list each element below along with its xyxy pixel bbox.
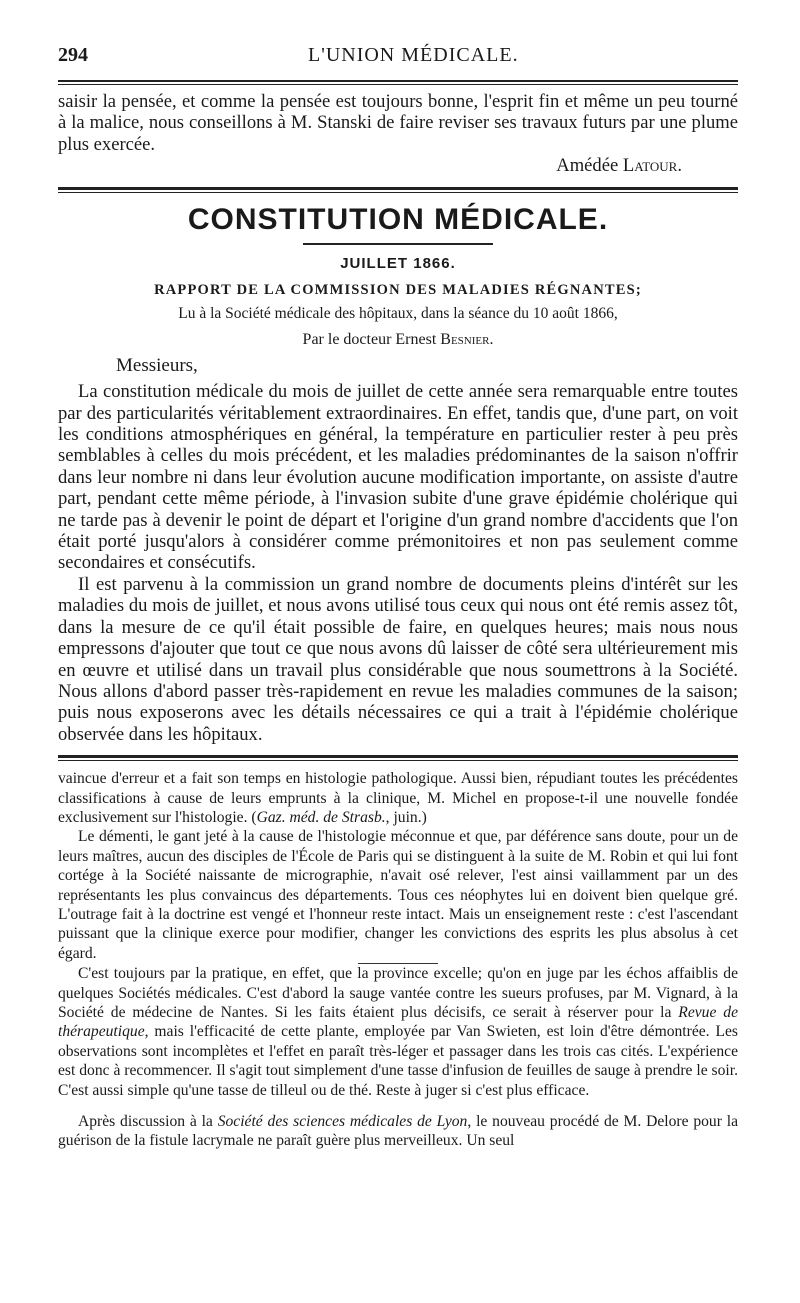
signature-last: Latour.	[622, 155, 682, 177]
closing-paragraph: saisir la pensée, et comme la pensée est toujours bonne, l'esprit fin et même un peu tourné à la malice, nous conseillons à M. Stanski de faire reviser ses travaux futurs par une plume plus exercée.	[58, 91, 738, 155]
section-rule	[58, 187, 738, 193]
report-body	[58, 355, 738, 745]
title-underline	[303, 243, 493, 245]
feuilleton-paragraph: Le démenti, le gant jeté à la cause de l'histologie méconnue et que, par déférence sans doute, pour un de leurs maîtres, aucun des disciples de l'École de Paris qui se distinguent à la suite de M. Robin et qui lui font cortége à la Société naissante de micrographie, n'avait osé relever, l'est ainsi vaillamment par un des représentants les plus convaincus des départements. Tous ces néophytes lui en doivent bien quelque gré. L'outrage fait à la doctrine est vengé et l'honneur reste intact. Mais un enseignement reste : c'est l'ascendant puissant que la clinique exerce pour modifier, changer les convictions des esprits les plus absolus à cet égard.	[58, 828, 738, 962]
report-date: JUILLET 1866.	[340, 255, 456, 273]
report-title: RAPPORT DE LA COMMISSION DES MALADIES RÉGNANTES;	[154, 282, 642, 299]
feuilleton-rule	[58, 755, 738, 761]
feuilleton-text: , le nouveau procédé de M. Delore pour la guérison de la fistule lacrymale ne paraît guère plus merveilleux. Un seul	[58, 1113, 739, 1150]
report-paragraph: Il est parvenu à la commission un grand nombre de documents pleins d'intérêt sur les maladies du mois de juillet, et nous avons utilisé tous ceux qui nous ont été remis assez tôt, dans la mesure de ce qu'il était possible de faire, en quelques heures; mais nous nous empressons d'ajouter que tout ce que nous avons dû laisser de côté sera ultérieurement mis en œuvre et utilisé dans un travail plus considérable que nous soumettrons à la Société. Nous allons d'abord passer très-rapidement en revue les maladies communes de la saison; puis nous exposerons avec les détails nécessaires ce qui a trait à l'épidémie cholérique observée dans les hôpitaux.	[58, 573, 738, 745]
author-name: Besnier.	[440, 331, 494, 349]
feuilleton-text: , mais l'efficacité de cette plante, employée par Van Swieten, est loin d'être démontrée. Les observations sont incomplètes et l'effet en paraît très-léger et passager dans les trois cas cités. L'expérience est donc à recommencer. Il s'agit tout simplement d'une tasse d'infusion de feuilles de sauge à prendre le soir. C'est aussi simple qu'une tasse de tilleul ou de thé. Reste à juger si c'est plus efficace.	[58, 1023, 738, 1099]
running-head	[58, 44, 738, 78]
citation: Gaz. méd. de Strasb.	[256, 808, 386, 826]
feuilleton	[58, 769, 738, 1151]
report-subtitle: Lu à la Société médicale des hôpitaux, dans la séance du 10 août 1866,	[178, 305, 618, 323]
page-number: 294	[58, 44, 88, 66]
report-paragraph: La constitution médicale du mois de juillet de cette année sera remarquable entre toutes par des particularités véritablement extraordinaires. En effet, tandis que, d'une part, on voit les conditions atmosphériques en général, la température en particulier rester à peu près semblables à celles du mois précédent, et les maladies prédominantes de la saison n'offrir dans leur nombre ni dans leur évolution aucune modification importante, on assiste d'autre part, pendant cette même période, à l'invasion subite d'une grave épidémie cholérique qui ne tarde pas à devenir le point de départ et l'origine d'un grand nombre d'accidents que l'on était porté jusqu'alors à considérer comme prémonitoires et non pas seulement comme secondaires et consécutifs.	[58, 381, 738, 574]
section-title: CONSTITUTION MÉDICALE.	[187, 203, 609, 237]
citation: Société des sciences médicales de Lyon	[217, 1113, 468, 1131]
feuilleton-text: C'est toujours par la pratique, en effet, que la province excelle; qu'on en juge par les échos affaiblis de quelques Sociétés médicales. C'est d'abord la sauge vantée contre les sueurs profuses, par M. Vignard, à la Société de médecine de Nantes. Si les faits étaient plus décisifs, ce serait à réserver pour la	[58, 965, 738, 1021]
feuilleton-text: , juin.)	[385, 808, 427, 826]
report-author	[58, 331, 738, 349]
journal-title: L'UNION MÉDICALE.	[308, 44, 519, 66]
feuilleton-text: Après discussion à la	[78, 1113, 218, 1131]
feuilleton-text: vaincue d'erreur et a fait son temps en histologie pathologique. Aussi bien, répudiant toutes les précédentes classifications à cause de leurs emprunts à la clinique, M. Michel en propose-t-il une nouvelle fondée exclusivement sur l'histologie. (	[58, 770, 738, 826]
header-rule	[58, 80, 738, 85]
feuilleton-paragraph	[58, 1112, 738, 1151]
citation: Revue de thérapeutique	[58, 1004, 738, 1041]
author-prefix: Par le docteur Ernest	[302, 331, 437, 349]
feuilleton-paragraph	[58, 769, 738, 827]
closing-section	[58, 91, 738, 177]
salutation: Messieurs,	[116, 355, 198, 377]
signature	[58, 155, 682, 177]
signature-first: Amédée	[556, 155, 619, 177]
feuilleton-paragraph	[58, 964, 738, 1100]
